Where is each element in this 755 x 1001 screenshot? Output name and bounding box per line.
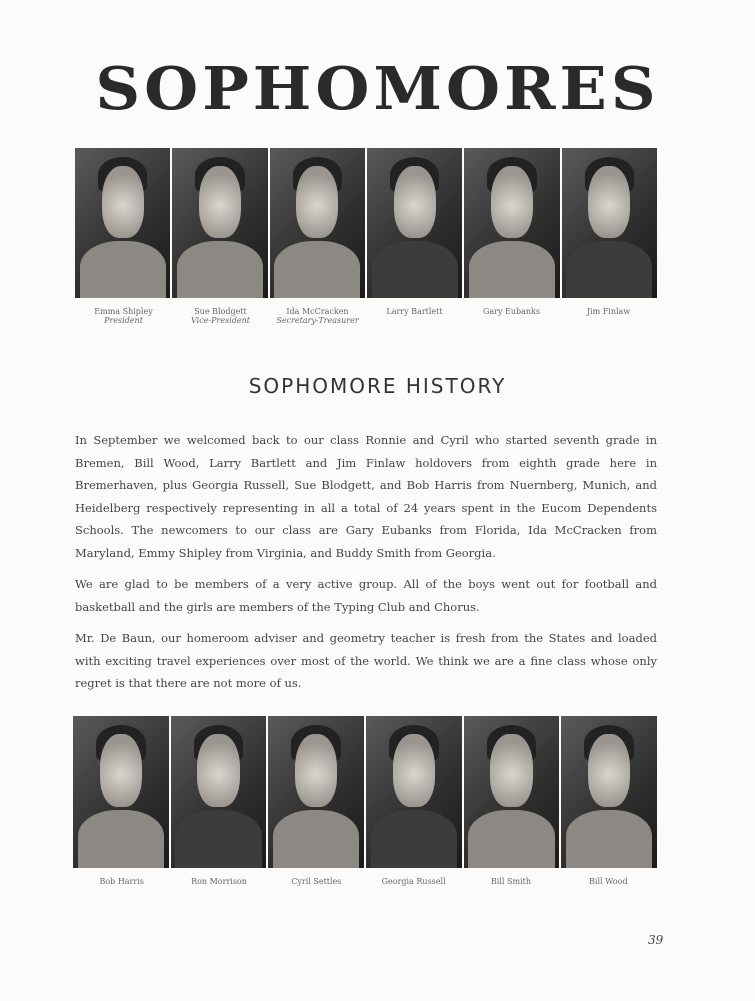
portrait-photo [464,148,559,298]
member-photos [73,716,657,868]
page-title: SOPHOMORES [95,53,660,124]
caption-name: Bill Wood [589,877,628,886]
portrait-photo [561,716,657,868]
caption-name: Sue Blodgett [194,307,247,316]
portrait-photo [270,148,365,298]
officer-photos [75,148,657,298]
member-captions [73,877,657,886]
caption-name: Gary Eubanks [482,307,541,316]
section-heading: SOPHOMORE HISTORY [248,374,507,398]
caption-name: Larry Bartlett [386,307,443,316]
caption-name: Ron Morrison [191,877,247,886]
page-number: 39 [648,933,664,947]
portrait-photo [366,716,462,868]
portrait-photo [464,716,560,868]
caption [366,307,463,325]
caption-name: Georgia Russell [381,877,446,886]
portrait-photo [562,148,657,298]
portrait-photo [73,716,169,868]
portrait-photo [172,148,267,298]
caption-role: Secretary-Treasurer [276,316,359,325]
caption [269,307,366,325]
history-text [75,429,657,704]
caption [560,307,657,325]
portrait-photo [171,716,267,868]
caption-role: Vice-President [191,316,250,325]
caption-role: President [104,316,143,325]
caption-name: Emma Shipley [94,307,153,316]
caption-name: Cyril Settles [291,877,342,886]
caption [75,307,172,325]
paragraph: We are glad to be members of a very active group. All of the boys went out for football and basketball and the girls are members of the Typing Club and Chorus. [75,577,657,614]
paragraph: Mr. De Baun, our homeroom adviser and geometry teacher is fresh from the States and loaded with exciting travel experiences over most of the world. We think we are a fine class whose only regret is that there are not more of us. [75,631,657,690]
portrait-photo [367,148,462,298]
caption-name: Ida McCracken [286,307,349,316]
caption-name: Bill Smith [490,877,532,886]
caption [172,307,269,325]
caption [463,307,560,325]
portrait-photo [75,148,170,298]
caption-name: Bob Harris [99,877,144,886]
caption-name: Jim Finlaw [586,307,631,316]
officer-captions [75,307,657,325]
paragraph: In September we welcomed back to our class Ronnie and Cyril who started seventh grade in Bremen, Bill Wood, Larry Bartlett and Jim Finlaw holdovers from eighth grade here in Bremerhaven, plus Georgia Russell, Sue Blodgett, and Bob Harris from Nuernberg, Munich, and Heidelberg respectively representing in all a total of 24 years spent in the Eucom Dependents Schools. The newcomers to our class are Gary Eubanks from Florida, Ida McCracken from Maryland, Emmy Shipley from Virginia, and Buddy Smith from Georgia. [75,433,657,560]
portrait-photo [268,716,364,868]
